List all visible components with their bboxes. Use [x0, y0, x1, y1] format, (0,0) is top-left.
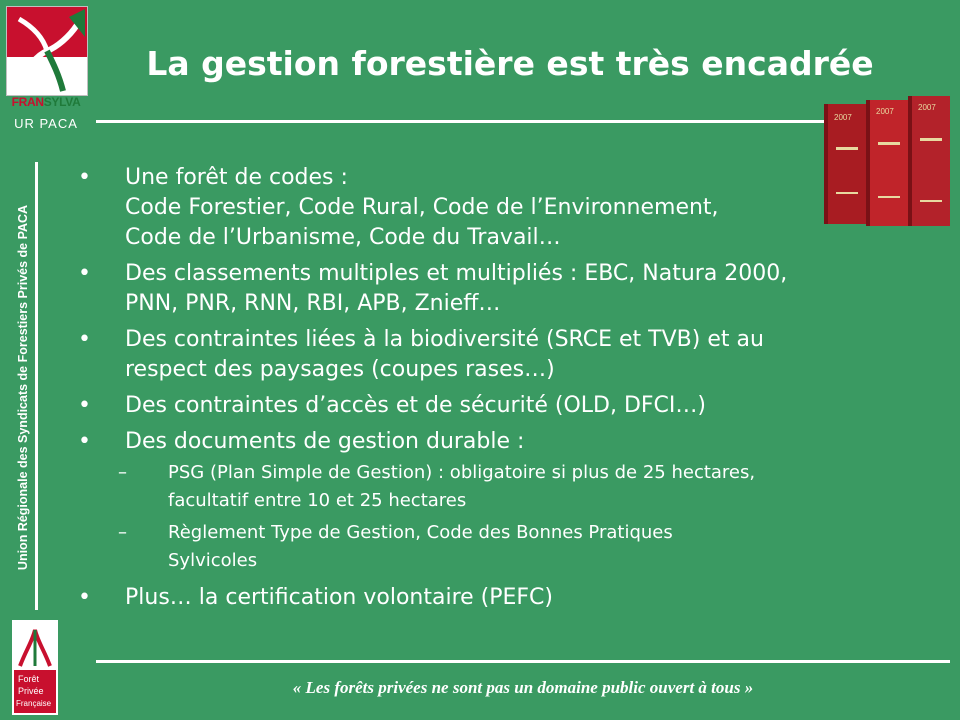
bullet-line: Plus… la certification volontaire (PEFC) [125, 585, 554, 610]
side-divider [35, 162, 38, 610]
dash-symbol: – [118, 522, 127, 543]
bullet-line: Une forêt de codes : [125, 165, 348, 190]
book1-year: 2007 [834, 113, 852, 122]
sub-item-reglement [78, 519, 878, 575]
bullet-line: Des contraintes d’accès et de sécurité (OLD, DFCI…) [125, 393, 706, 418]
bullet-item-classements [78, 259, 878, 319]
fransylva-logo [6, 6, 86, 131]
side-caption-text: Union Régionale des Syndicats de Forestiers Privés de PACA [16, 204, 30, 571]
bottom-logo-line1: Forêt [18, 674, 40, 684]
bullet-symbol: • [78, 585, 91, 610]
logo-brand-part2: SYLVA [43, 95, 81, 109]
bullet-list [78, 163, 878, 619]
title-divider [96, 120, 830, 123]
book2-year: 2007 [876, 107, 894, 116]
sub-line: Règlement Type de Gestion, Code des Bonnes Pratiques [168, 522, 673, 543]
logo-emblem [6, 6, 88, 96]
dash-symbol: – [118, 462, 127, 483]
bullet-line: Code Forestier, Code Rural, Code de l’Environnement, [125, 195, 719, 220]
bullet-symbol: • [78, 429, 91, 454]
sub-line: Sylvicoles [168, 550, 258, 571]
bullet-line: Des classements multiples et multipliés : EBC, Natura 2000, [125, 261, 788, 286]
bullet-item-documents [78, 427, 878, 457]
bullet-line: respect des paysages (coupes rases…) [125, 357, 555, 382]
sub-line: PSG (Plan Simple de Gestion) : obligatoire si plus de 25 hectares, [168, 462, 756, 483]
footer-divider [96, 660, 950, 663]
bullet-item-acces [78, 391, 878, 421]
bullet-symbol: • [78, 165, 91, 190]
bullet-item-codes [78, 163, 878, 253]
foret-privee-logo [12, 620, 58, 715]
bullet-line: Code de l’Urbanisme, Code du Travail… [125, 225, 561, 250]
sub-item-psg [78, 459, 878, 515]
bullet-symbol: • [78, 393, 91, 418]
bullet-item-biodiversite [78, 325, 878, 385]
tree-emblem-icon [7, 7, 87, 95]
slide-title: La gestion forestière est très encadrée [146, 44, 874, 83]
bullet-line: Des contraintes liées à la biodiversité (SRCE et TVB) et au [125, 327, 764, 352]
side-caption [4, 160, 28, 615]
bullet-line: Des documents de gestion durable : [125, 429, 525, 454]
bullet-item-certification [78, 583, 878, 613]
bullet-line: PNN, PNR, RNN, RBI, APB, Znieff… [125, 291, 501, 316]
footer-slogan: « Les forêts privées ne sont pas un domaine public ouvert à tous » [292, 678, 754, 697]
sub-line: facultatif entre 10 et 25 hectares [168, 490, 467, 511]
book3-year: 2007 [918, 103, 936, 112]
logo-subtitle: UR PACA [14, 116, 78, 131]
bottom-logo-line2: Privée [18, 686, 44, 696]
logo-brand-part1: FRAN [11, 95, 44, 109]
bullet-symbol: • [78, 261, 91, 286]
bullet-symbol: • [78, 327, 91, 352]
bottom-logo-line3: Française [16, 699, 52, 708]
logo-brand-name [6, 95, 86, 109]
